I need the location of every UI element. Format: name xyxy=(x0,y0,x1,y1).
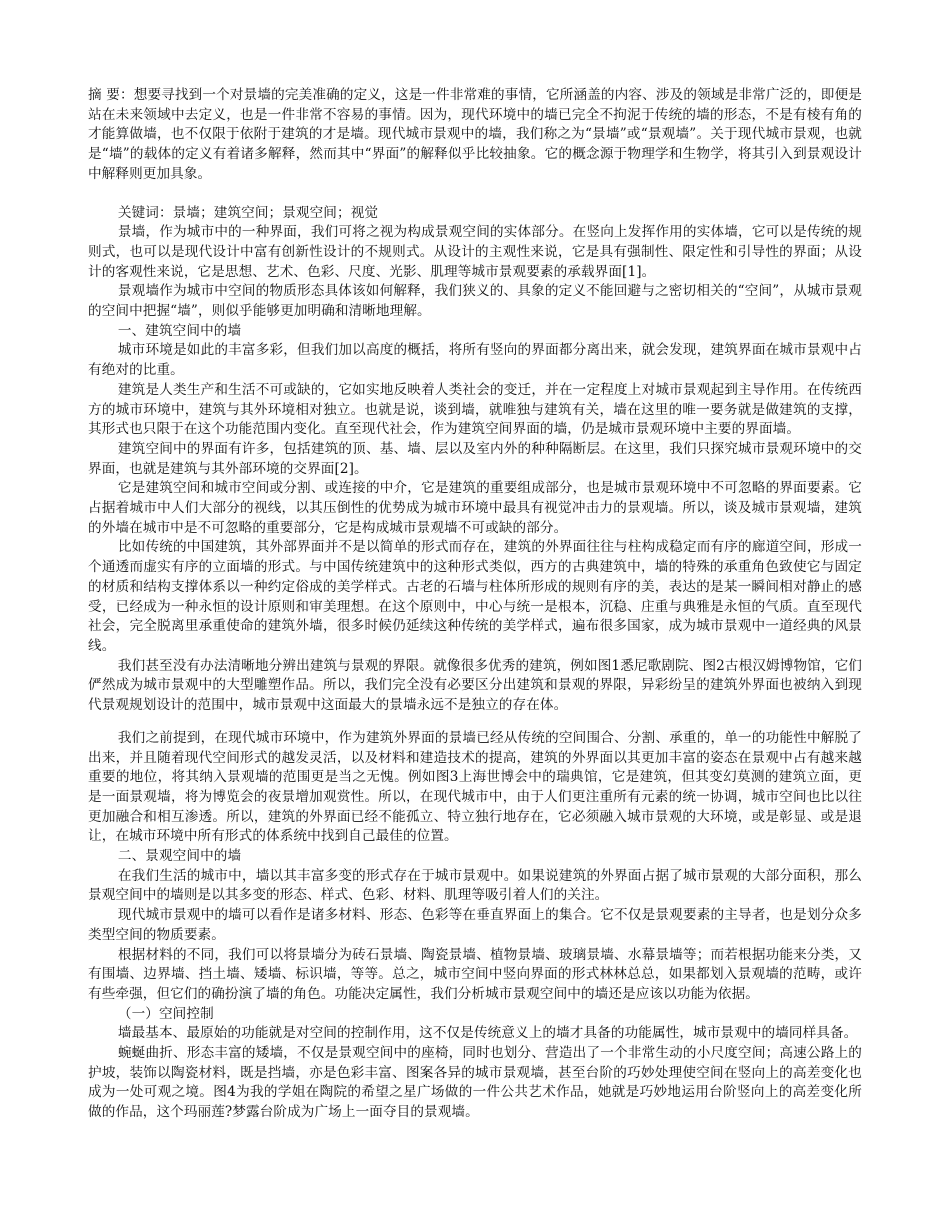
paragraph: 它是建筑空间和城市空间或分割、或连接的中介，它是建筑的重要组成部分，也是城市景观环境中不可忽略的界面要素。它占据着城市中人们大部分的视线，以其压倒性的优势成为城市环境中最具有视觉冲击力的景观墙。所以，谈及城市景观墙，建筑的外墙在城市中是不可忽略的重要部分，它是构成城市景观墙不可或缺的部分。 xyxy=(88,480,862,536)
paragraph: 比如传统的中国建筑，其外部界面并不是以简单的形式而存在，建筑的外界面往往与柱构成稳定而有序的廊道空间，形成一个通透而虚实有序的立面墙的形式。与中国传统建筑中的这种形式类似，西方的古典建筑中，墙的特殊的承重角色致使它与固定的材质和结构支撑体系以一种约定俗成的美学样式。古老的石墙与柱体所形成的规则有序的美，表达的是某一瞬间相对静止的感受，已经成为一种永恒的设计原则和审美理想。在这个原则中，中心与统一是根本，沉稳、庄重与典雅是永恒的气质。直至现代社会，完全脱离里承重使命的建筑外墙，很多时候仍延续这种传统的美学样式，遍布很多国家，成为城市景观中一道经典的风景线。 xyxy=(88,539,862,654)
paragraph: 景墙，作为城市中的一种界面，我们可将之视为构成景观空间的实体部分。在竖向上发挥作用的实体墙，它可以是传统的规则式，也可以是现代设计中富有创新性设计的不规则式。从设计的主观性来说，它是具有强制性、限定性和引导性的界面；从设计的客观性来说，它是思想、艺术、色彩、尺度、光影、肌理等城市景观要素的承载界面[1]。 xyxy=(88,224,862,280)
document-page xyxy=(88,86,862,1123)
section-heading: 一、建筑空间中的墙 xyxy=(117,322,242,339)
paragraph: 现代城市景观中的墙可以看作是诸多材料、形态、色彩等在垂直界面上的集合。它不仅是景观要素的主导者，也是划分众多类型空间的物质要素。 xyxy=(88,907,862,943)
paragraph: 建筑空间中的界面有许多，包括建筑的顶、基、墙、层以及室内外的种种隔断层。在这里，我们只探究城市景观环境中的交界面，也就是建筑与其外部环境的交界面[2]。 xyxy=(88,440,862,477)
paragraph: 城市环境是如此的丰富多彩，但我们加以高度的概括，将所有竖向的界面都分离出来，就会发现，建筑界面在城市景观中占有绝对的比重。 xyxy=(88,342,862,379)
paragraph: 景观墙作为城市中空间的物质形态具体该如何解释，我们狭义的、具象的定义不能回避与之密切相关的“空间”，从城市景观的空间中把握“墙”，则似乎能够更加明确和清晰地理解。 xyxy=(88,283,862,320)
section-heading: 二、景观空间中的墙 xyxy=(117,848,242,865)
paragraph: 墙最基本、最原始的功能就是对空间的控制作用，这不仅是传统意义上的墙才具备的功能属性，城市景观中的墙同样具备。 xyxy=(117,1025,858,1042)
paragraph: 在我们生活的城市中，墙以其丰富多变的形式存在于城市景观中。如果说建筑的外界面占据了城市景观的大部分面积，那么景观空间中的墙则是以其多变的形态、样式、色彩、材料、肌理等吸引着人们的关注。 xyxy=(88,867,862,904)
keywords: 关键词：景墙；建筑空间；景观空间；视觉 xyxy=(117,204,379,221)
paragraph: 蜿蜒曲折、形态丰富的矮墙，不仅是景观空间中的座椅，同时也划分、营造出了一个非常生动的小尺度空间；高速公路上的护坡，装饰以陶瓷材料，既是挡墙，亦是色彩丰富、图案各异的城市景观墙，甚至台阶的巧妙处理使空间在竖向上的高差变化也成为一处可观之境。图4为我的学姐在陶院的希望之星广场做的一件公共艺术作品，她就是巧妙地运用台阶竖向上的高差变化所做的作品，这个玛丽莲?梦露台阶成为广场上一面夺目的景观墙。 xyxy=(88,1045,862,1121)
subsection-heading: （一）空间控制 xyxy=(117,1005,214,1022)
paragraph: 我们甚至没有办法清晰地分辨出建筑与景观的界限。就像很多优秀的建筑，例如图1悉尼歌剧院、图2古根汉姆博物馆，它们俨然成为城市景观中的大型雕塑作品。所以，我们完全没有必要区分出建筑和景观的界限，异彩纷呈的建筑外界面也被纳入到现代景观规划设计的范围中，城市景观中这面最大的景墙永远不是独立的存在体。 xyxy=(88,657,862,714)
abstract: 摘 要：想要寻找到一个对景墙的完美准确的定义，这是一件非常难的事情，它所涵盖的内容、涉及的领域是非常广泛的，即便是站在未来领域中去定义，也是一件非常不容易的事情。因为，现代环境中的墙已完全不拘泥于传统的墙的形态，不是有棱有角的才能算做墙，也不仅限于依附于建筑的才是墙。现代城市景观中的墙，我们称之为“景墙”或“景观墙”。关于现代城市景观，也就是“墙”的载体的定义有着诸多解释，然而其中“界面”的解释似乎比较抽象。它的概念源于物理学和生物学，将其引入到景观设计中解释则更加具象。 xyxy=(88,87,862,182)
paragraph: 建筑是人类生产和生活不可或缺的，它如实地反映着人类社会的变迁，并在一定程度上对城市景观起到主导作用。在传统西方的城市环境中，建筑与其外环境相对独立。也就是说，谈到墙，就唯独与建筑有关，墙在这里的唯一要务就是做建筑的支撑，其形式也只限于在这个功能范围内变化。直至现代社会，作为建筑空间界面的墙，仍是城市景观环境中主要的界面墙。 xyxy=(88,381,862,438)
paragraph: 根据材料的不同，我们可以将景墙分为砖石景墙、陶瓷景墙、植物景墙、玻璃景墙、水幕景墙等；而若根据功能来分类，又有围墙、边界墙、挡土墙、矮墙、标识墙，等等。总之，城市空间中竖向界面的形式林林总总，如果都划入景观墙的范畴，或许 有些牵强，但它们的确扮演了墙的角色。功能决定属性，我们分析城市景观空间中的墙还是应该以功能为依据。 xyxy=(88,946,862,1002)
paragraph: 我们之前提到，在现代城市环境中，作为建筑外界面的景墙已经从传统的空间围合、分割、承重的，单一的功能性中解脱了出来，并且随着现代空间形式的越发灵活，以及材料和建造技术的提高，建筑的外界面以其更加丰富的姿态在景观中占有越来越重要的地位，将其纳入景观墙的范围更是当之无愧。例如图3上海世博会中的瑞典馆，它是建筑，但其变幻莫测的建筑立面，更是一面景观墙，将为博览会的夜景增加观赏性。所以，在现代城市中，由于人们更注重所有元素的统一协调，城市空间也比以往更加融合和相互渗透。所以，建筑的外界面已经不能孤立、特立独行地存在，它必须融入城市景观的大环境，或是彰显、或是退让，在城市环境中所有形式的体系统中找到自己最佳的位置。 xyxy=(88,729,862,845)
